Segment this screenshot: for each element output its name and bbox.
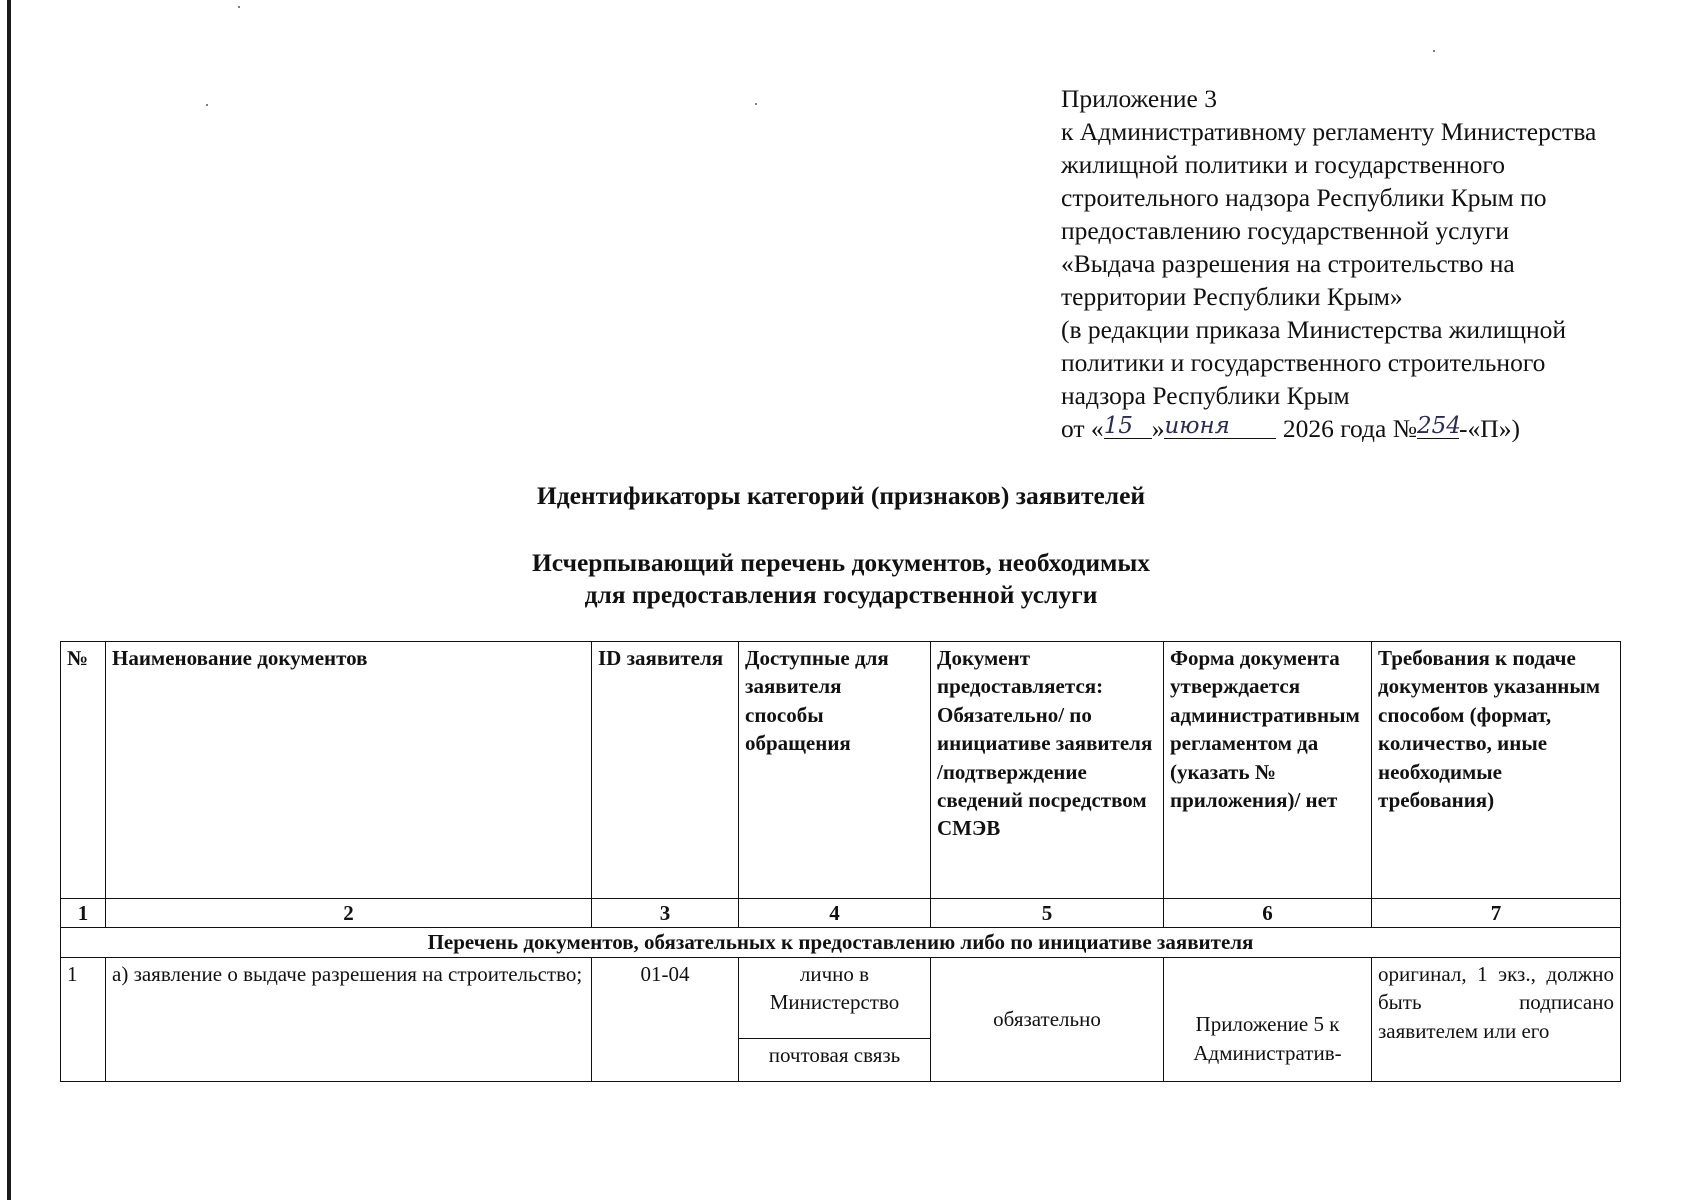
header-document-name: Наименование документов: [106, 642, 592, 899]
handwritten-day: 15: [1103, 413, 1133, 439]
day-field: [1104, 412, 1152, 439]
number-suffix: -«П»): [1459, 414, 1520, 443]
appendix-line: строительного надзора Республики Крым по: [1061, 183, 1547, 212]
row-form-approval: Приложение 5 к Административ-: [1164, 958, 1372, 1082]
row-applicant-id: 01-04: [592, 958, 739, 1082]
row-request-methods: [739, 958, 931, 1082]
appendix-line: политики и государственного строительного: [1061, 348, 1546, 377]
day-close: »: [1151, 414, 1165, 443]
scan-speck: [206, 104, 208, 106]
appendix-line: «Выдача разрешения на строительство на: [1061, 249, 1515, 278]
row-document-name: а) заявление о выдаче разрешения на строительство;: [106, 958, 592, 1082]
appendix-line: предоставлению государственной услуги: [1061, 216, 1510, 245]
header-provision-type: Документ предоставляется: Обязательно/ по инициативе заявителя /подтверждение сведений посредством СМЭВ: [931, 642, 1164, 899]
column-numbers-row: [61, 899, 1621, 928]
column-number: 7: [1372, 899, 1621, 928]
table-header-row: [61, 642, 1621, 899]
appendix-line: надзора Республики Крым: [1061, 381, 1350, 410]
header-request-methods: Доступные для заявителя способы обращения: [739, 642, 931, 899]
date-prefix: от «: [1061, 414, 1104, 443]
document-subheading-line2: для предоставления государственной услуги: [584, 580, 1098, 609]
number-field: [1417, 412, 1459, 439]
appendix-line: к Административному регламенту Министерства: [1061, 117, 1597, 146]
documents-table: [60, 641, 1621, 1082]
row-number: 1: [61, 958, 106, 1082]
year-text: 2026 года №: [1282, 414, 1418, 443]
column-number: 4: [739, 899, 931, 928]
section-title: Перечень документов, обязательных к предоставлению либо по инициативе заявителя: [61, 928, 1621, 958]
header-number: №: [61, 642, 106, 899]
appendix-header: [1061, 82, 1676, 445]
column-number: 5: [931, 899, 1164, 928]
column-number: 6: [1164, 899, 1372, 928]
table-row: [61, 958, 1621, 1082]
document-heading: Идентификаторы категорий (признаков) заявителей: [536, 481, 1146, 510]
header-applicant-id: ID заявителя: [592, 642, 739, 899]
order-date-line: [1061, 412, 1676, 445]
scan-speck: [238, 6, 240, 8]
document-subheading-line1: Исчерпывающий перечень документов, необходимых: [531, 548, 1151, 577]
column-number: 2: [106, 899, 592, 928]
scan-speck: [1433, 50, 1435, 52]
appendix-line: Приложение 3: [1061, 84, 1217, 113]
row-provision-type: обязательно: [931, 958, 1164, 1082]
section-row: [61, 928, 1621, 958]
handwritten-month: июня: [1164, 413, 1230, 439]
column-number: 3: [592, 899, 739, 928]
appendix-line: (в редакции приказа Министерства жилищной: [1061, 315, 1567, 344]
method-in-person: лично в Министерство: [739, 958, 930, 1039]
handwritten-number: 254: [1417, 413, 1461, 439]
month-field: [1164, 412, 1276, 439]
header-submission-requirements: Требования к подаче документов указанным способом (формат, количество, иные необходимые требования): [1372, 642, 1621, 899]
column-number: 1: [61, 899, 106, 928]
header-form-approval: Форма документа утверждается административным регламентом да (указать № приложения)/ нет: [1164, 642, 1372, 899]
row-submission-requirements: оригинал, 1 экз., должно быть подписано заявителем или его: [1372, 958, 1621, 1082]
scan-speck: [755, 103, 757, 105]
method-post: почтовая связь: [768, 1043, 901, 1067]
appendix-line: территории Республики Крым»: [1061, 282, 1403, 311]
appendix-line: жилищной политики и государственного: [1061, 150, 1506, 179]
